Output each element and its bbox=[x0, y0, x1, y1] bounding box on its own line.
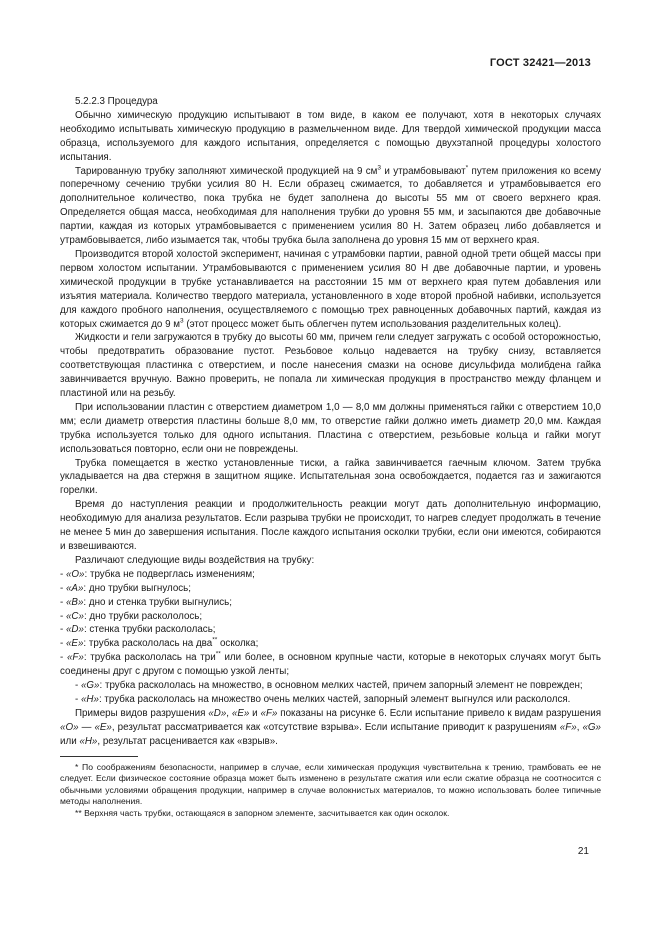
page-number: 21 bbox=[577, 846, 589, 857]
list-item: - «G»: трубка раскололась на множество, в основном мелких частей, причем запорный элемент не поврежден; bbox=[75, 680, 583, 692]
footnote-ref: * bbox=[465, 164, 469, 172]
list-item: - «А»: дно трубки выгнулось; bbox=[60, 582, 192, 594]
document-id-header: ГОСТ 32421—2013 bbox=[489, 57, 591, 69]
footnote: ** Верхняя часть трубки, остающаяся в запорном элементе, засчитывается как один осколок. bbox=[75, 807, 450, 818]
list-item: - «D»: стенка трубки раскололась; bbox=[60, 624, 216, 636]
paragraph: Различают следующие виды воздействия на трубку: bbox=[75, 554, 315, 566]
footnote-divider bbox=[60, 756, 138, 757]
document-body bbox=[60, 95, 601, 820]
footnote: * По соображениям безопасности, например в случае, если химическая продукция чувствительна к трению, трамбовать ее не следует. Если физическое состояние образца может быть изменено в результате сжатия или если сжатие образца не соотносится с обычными условиями обращения продукции, например в случае волокнистых материалов, то можно использовать более типичные методы наполнения. bbox=[60, 761, 601, 807]
paragraph: Трубка помещается в жестко установленные тиски, а гайка завинчивается гаечным ключом. Затем трубка укладывается на два стержня в защитном ящике. Испытательная зона освобождается, подается газ и зажигаются горелки. bbox=[60, 457, 601, 497]
list-item: - «С»: дно трубки раскололось; bbox=[60, 610, 203, 622]
list-item: - «О»: трубка не подверглась изменениям; bbox=[60, 568, 255, 580]
paragraph: Обычно химическую продукцию испытывают в том виде, в каком ее получают, хотя в некоторых случаях необходимо испытывать химическую продукцию в размельченном виде. Для твердой химической продукции масса образца, используемого для каждого испытания, определяется с помощью двухэтапной процедуры холостого испытания. bbox=[60, 109, 601, 163]
paragraph: Примеры видов разрушения «D», «Е» и «F» показаны на рисунке 6. Если испытание привело к видам разрушения «О» — «Е», результат рассматривается как «отсутствие взрыва». Если испытание приводит к разрушениям «F», «G» или «Н», результат расценивается как «взрыв». bbox=[60, 707, 601, 747]
footnote-ref: ** bbox=[212, 637, 218, 645]
paragraph: Тарированную трубку заполняют химической продукцией на 9 $см^3$ и утрамбовывают* путем приложения ко всему поперечному сечению трубки усилия 80 Н. Если образец сжимается, то добавляется и утрамбовывается его дополнительное количество, пока трубка не будет заполнена до высоты 55 мм от своего верхнего края. Определяется общая масса, необходимая для наполнения трубки до уровня 55 мм, и засыпаются две добавочные партии, каждая из которых утрамбовывается с применением усилия 80 Н. Затем образец либо добавляется и утрамбовывается, либо изымается так, чтобы трубка была заполнена до уровня 15 мм от верхнего края. bbox=[60, 164, 601, 247]
list-item: - «В»: дно и стенка трубки выгнулись; bbox=[60, 596, 232, 608]
list-item: - «Е»: трубка раскололась на два** осколка; bbox=[60, 637, 259, 650]
section-title: 5.2.2.3 Процедура bbox=[75, 96, 158, 107]
paragraph: Производится второй холостой эксперимент, начиная с утрамбовки партии, равной одной трети общей массы при первом холостом испытании. Утрамбовываются с применением усилия 80 Н две добавочные партии, и уровень химической продукции в трубке устанавливается на расстоянии 15 мм от верхнего края путем добавления или изъятия материала. Количество твердого материала, установленного в ходе второй пробной набивки, используется для каждого пробного наполнения, осуществляемого с помощью трех равноценных добавочных партий, каждая из которых сжимается до 9 $м^3$ (этот процесс может быть облегчен путем использования разделительных колец). bbox=[60, 248, 601, 330]
paragraph: Жидкости и гели загружаются в трубку до высоты 60 мм, причем гели следует загружать с особой осторожностью, чтобы предотвратить образование пустот. Резьбовое кольцо надевается на трубку снизу, вставляется соответствующая пластинка с отверстием, и после нанесения смазки на основе дисульфида молибдена гайка завинчивается вручную. Важно проверить, не попала ли химическая продукция в пространство между фланцем и пластиной или на резьбу. bbox=[60, 332, 601, 400]
paragraph: При использовании пластин с отверстием диаметром 1,0 — 8,0 мм должны применяться гайки с отверстием 10,0 мм; если диаметр отверстия пластины больше 8,0 мм, то отверстие гайки должно иметь диаметр 20,0 мм. Каждая трубка используется только для одного испытания. Пластина с отверстием, резьбовые кольца и гайки могут использоваться повторно, если они не повреждены. bbox=[60, 401, 601, 455]
footnote-ref: ** bbox=[215, 650, 221, 658]
list-item: - «Н»: трубка раскололась на множество очень мелких частей, запорный элемент выгнулся или раскололся. bbox=[75, 693, 571, 705]
list-item: - «F»: трубка раскололась на три** или более, в основном крупные части, которые в некоторых случаях могут быть соединены друг с другом с помощью узкой ленты; bbox=[60, 650, 602, 678]
paragraph: Время до наступления реакции и продолжительность реакции могут дать дополнительную информацию, необходимую для анализа результатов. Если разрыва трубки не происходит, то нагрев следует продолжать в течение не менее 5 мин до завершения испытания. После каждого испытания осколки трубки, если они имеются, собираются и взвешиваются. bbox=[60, 499, 601, 552]
